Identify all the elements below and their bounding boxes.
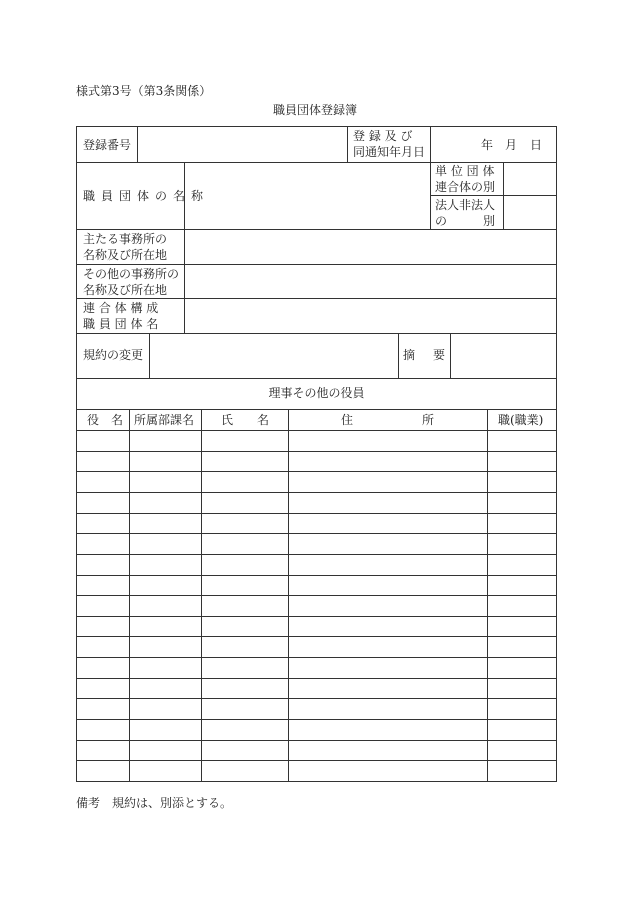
remarks [76,794,244,811]
rule-col-unit-value [503,162,504,229]
officer-row-line [77,698,556,699]
officer-column-line [129,409,130,781]
rule-col-summary [398,333,399,378]
rule-row-4 [77,298,556,299]
main-office-label-2: 名称及び所在地 [83,248,168,262]
officer-row-line [77,533,556,534]
officer-row-line [77,451,556,452]
federation-label-1: 連 合 体 構 成 [83,301,159,315]
remarks-label: 備考 [76,796,101,810]
rule-col-reg [137,127,138,162]
officer-row-line [77,492,556,493]
officer-row-line [77,554,556,555]
other-office-label-2: 名称及び所在地 [83,283,168,297]
remarks-text: 規約は、別添とする。 [112,796,233,810]
officer-row-line [77,657,556,658]
rule-row-6 [77,378,556,379]
rule-row-3 [77,264,556,265]
rule-col-summary-value [450,333,451,378]
col-role-b: 名 [111,413,124,427]
officer-column-line [288,409,289,781]
org-name-label: 職員団体の名称 [83,189,210,203]
officer-row-line [77,575,556,576]
col-name-b: 名 [257,413,270,427]
unit-type-label-2: 連合体の別 [435,180,496,194]
rule-row-7 [77,409,556,410]
main-office-label-1: 主たる事務所の [83,232,168,246]
day-label: 日 [530,138,543,152]
month-label: 月 [505,138,518,152]
col-address-a: 住 [341,413,354,427]
col-dept: 所属部課名 [134,413,195,427]
summary-label-a: 摘 [403,348,416,362]
officer-row-line [77,471,556,472]
reg-number-label: 登録番号 [83,138,132,152]
col-address-b: 所 [422,413,435,427]
col-name-a: 氏 [221,413,234,427]
officer-row-line [77,636,556,637]
col-role-a: 役 [87,413,100,427]
reg-date-label-2: 同通知年月日 [353,145,426,159]
registration-form-table [76,126,557,782]
rule-row-2 [77,229,556,230]
form-number-label: 様式第3号（第3条関係） [76,84,212,98]
rule-org-split [430,195,556,196]
officer-row-line [77,513,556,514]
officer-column-line [487,409,488,781]
summary-label-b: 要 [433,348,446,362]
officer-row-line [77,760,556,761]
reg-date-label-1: 登 録 及 び [353,129,413,143]
unit-type-label-1: 単 位 団 体 [435,164,495,178]
officer-row-line [77,595,556,596]
year-label: 年 [481,138,494,152]
officer-column-line [201,409,202,781]
page-title: 職員団体登録簿 [272,103,357,117]
officer-row-line [77,678,556,679]
officer-row-line [77,616,556,617]
officer-row-line [77,430,556,431]
other-office-label-1: その他の事務所の [83,267,180,281]
col-occupation: 職(職業) [498,413,544,427]
rules-change-label: 規約の変更 [83,348,144,362]
corp-type-label-2b: 別 [483,214,496,228]
rule-col-date-value [430,127,431,162]
federation-label-2: 職 員 団 体 名 [83,317,159,331]
officer-row-line [77,719,556,720]
officer-row-line [77,740,556,741]
rule-col-change [149,333,150,378]
officers-section-title: 理事その他の役員 [268,386,365,400]
rule-col-unit [430,162,431,229]
rule-col-date-label [347,127,348,162]
corp-type-label-1: 法人非法人 [435,198,496,212]
corp-type-label-2a: の [435,214,448,228]
